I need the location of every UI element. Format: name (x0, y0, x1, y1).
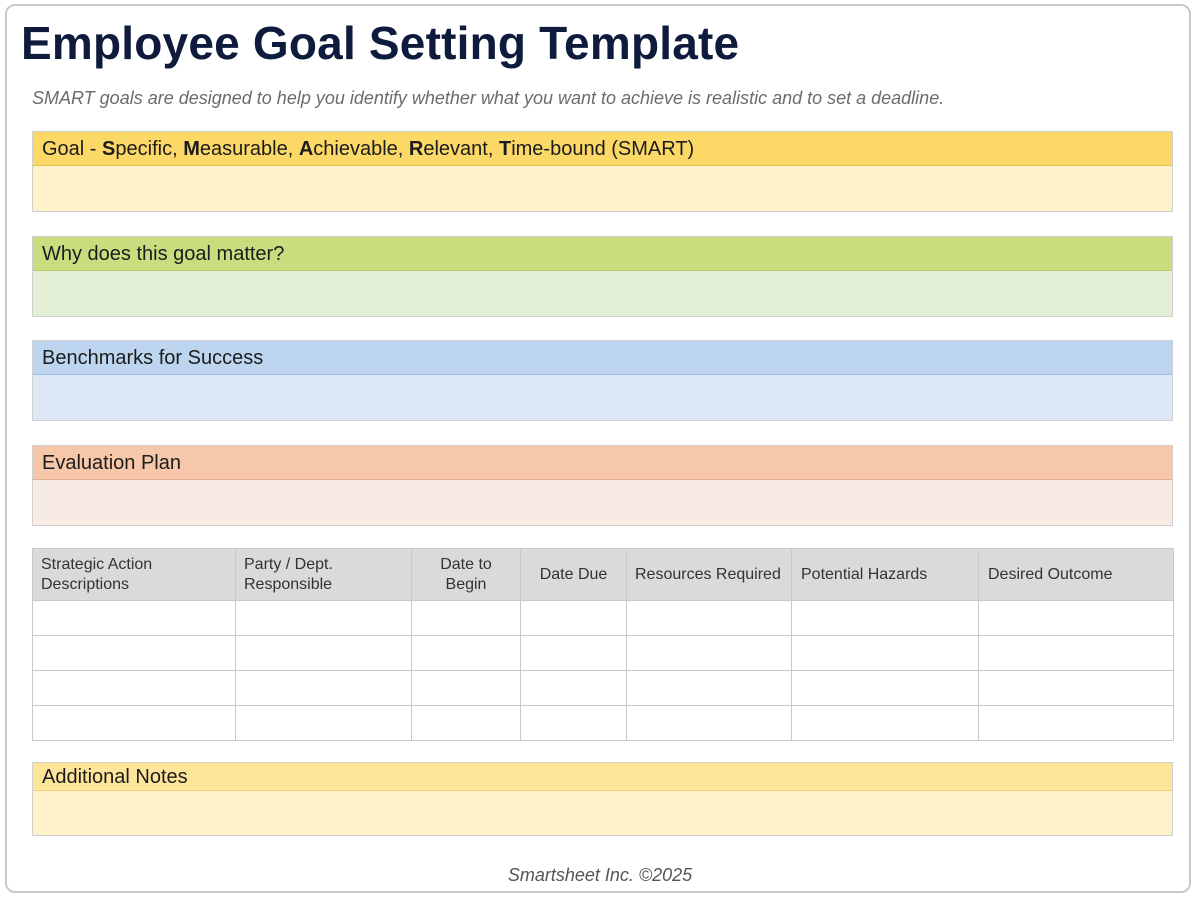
benchmarks-section (32, 340, 1173, 421)
smart-letter-a: A (298, 138, 314, 160)
why-input-area[interactable] (33, 271, 1172, 316)
table-cell[interactable] (412, 636, 521, 671)
notes-section (32, 762, 1173, 836)
table-cell[interactable] (521, 671, 627, 706)
why-section (32, 236, 1173, 317)
page-title: Employee Goal Setting Template (21, 17, 740, 69)
table-row (33, 636, 1174, 671)
goal-prefix: Goal - (42, 138, 103, 160)
table-cell[interactable] (979, 706, 1174, 741)
smart-letter-s: S (102, 138, 116, 160)
table-cell[interactable] (236, 671, 412, 706)
table-cell[interactable] (792, 636, 979, 671)
smart-word-measurable: easurable, (199, 138, 299, 160)
col-header-party-responsible: Party / Dept. Responsible (236, 549, 412, 601)
table-cell[interactable] (521, 601, 627, 636)
table-cell[interactable] (792, 671, 979, 706)
table-header-row (33, 549, 1174, 601)
table-cell[interactable] (33, 636, 236, 671)
evaluation-section (32, 445, 1173, 526)
table-row (33, 671, 1174, 706)
benchmarks-section-header: Benchmarks for Success (33, 341, 1172, 375)
notes-section-header: Additional Notes (33, 763, 1172, 791)
table-cell[interactable] (412, 671, 521, 706)
table-cell[interactable] (33, 671, 236, 706)
table-cell[interactable] (627, 706, 792, 741)
why-section-header: Why does this goal matter? (33, 237, 1172, 271)
page-subtitle: SMART goals are designed to help you identify whether what you want to achieve is realistic and to set a deadline. (32, 88, 945, 108)
evaluation-section-header: Evaluation Plan (33, 446, 1172, 480)
table-row (33, 601, 1174, 636)
col-header-desired-outcome: Desired Outcome (979, 549, 1174, 601)
smart-word-specific: pecific, (115, 138, 184, 160)
table-cell[interactable] (412, 601, 521, 636)
notes-input-area[interactable] (33, 791, 1172, 835)
footer-copyright: Smartsheet Inc. ©2025 (507, 865, 693, 885)
smart-letter-r: R (408, 138, 424, 160)
table-cell[interactable] (236, 706, 412, 741)
col-header-strategic-action: Strategic Action Descriptions (33, 549, 236, 601)
table-cell[interactable] (627, 636, 792, 671)
evaluation-input-area[interactable] (33, 480, 1172, 525)
table-cell[interactable] (627, 671, 792, 706)
table-cell[interactable] (521, 706, 627, 741)
table-cell[interactable] (412, 706, 521, 741)
table-cell[interactable] (792, 706, 979, 741)
smart-letter-t: T (498, 138, 512, 160)
col-header-date-to-begin: Date to Begin (412, 549, 521, 601)
col-header-potential-hazards: Potential Hazards (792, 549, 979, 601)
table-cell[interactable] (979, 671, 1174, 706)
table-cell[interactable] (979, 636, 1174, 671)
table-cell[interactable] (792, 601, 979, 636)
table-cell[interactable] (33, 601, 236, 636)
col-header-date-due: Date Due (521, 549, 627, 601)
table-row (33, 706, 1174, 741)
table-cell[interactable] (236, 636, 412, 671)
action-plan-table (32, 548, 1174, 741)
benchmarks-input-area[interactable] (33, 375, 1172, 420)
smart-word-relevant: elevant, (423, 138, 499, 160)
table-cell[interactable] (627, 601, 792, 636)
goal-section-header (33, 132, 1172, 166)
smart-letter-m: M (183, 138, 200, 160)
smart-word-achievable: chievable, (313, 138, 409, 160)
table-cell[interactable] (33, 706, 236, 741)
table-cell[interactable] (979, 601, 1174, 636)
goal-section (32, 131, 1173, 212)
goal-input-area[interactable] (33, 166, 1172, 211)
table-cell[interactable] (236, 601, 412, 636)
smart-word-time-bound: ime-bound (SMART) (511, 138, 695, 160)
table-cell[interactable] (521, 636, 627, 671)
col-header-resources-required: Resources Required (627, 549, 792, 601)
